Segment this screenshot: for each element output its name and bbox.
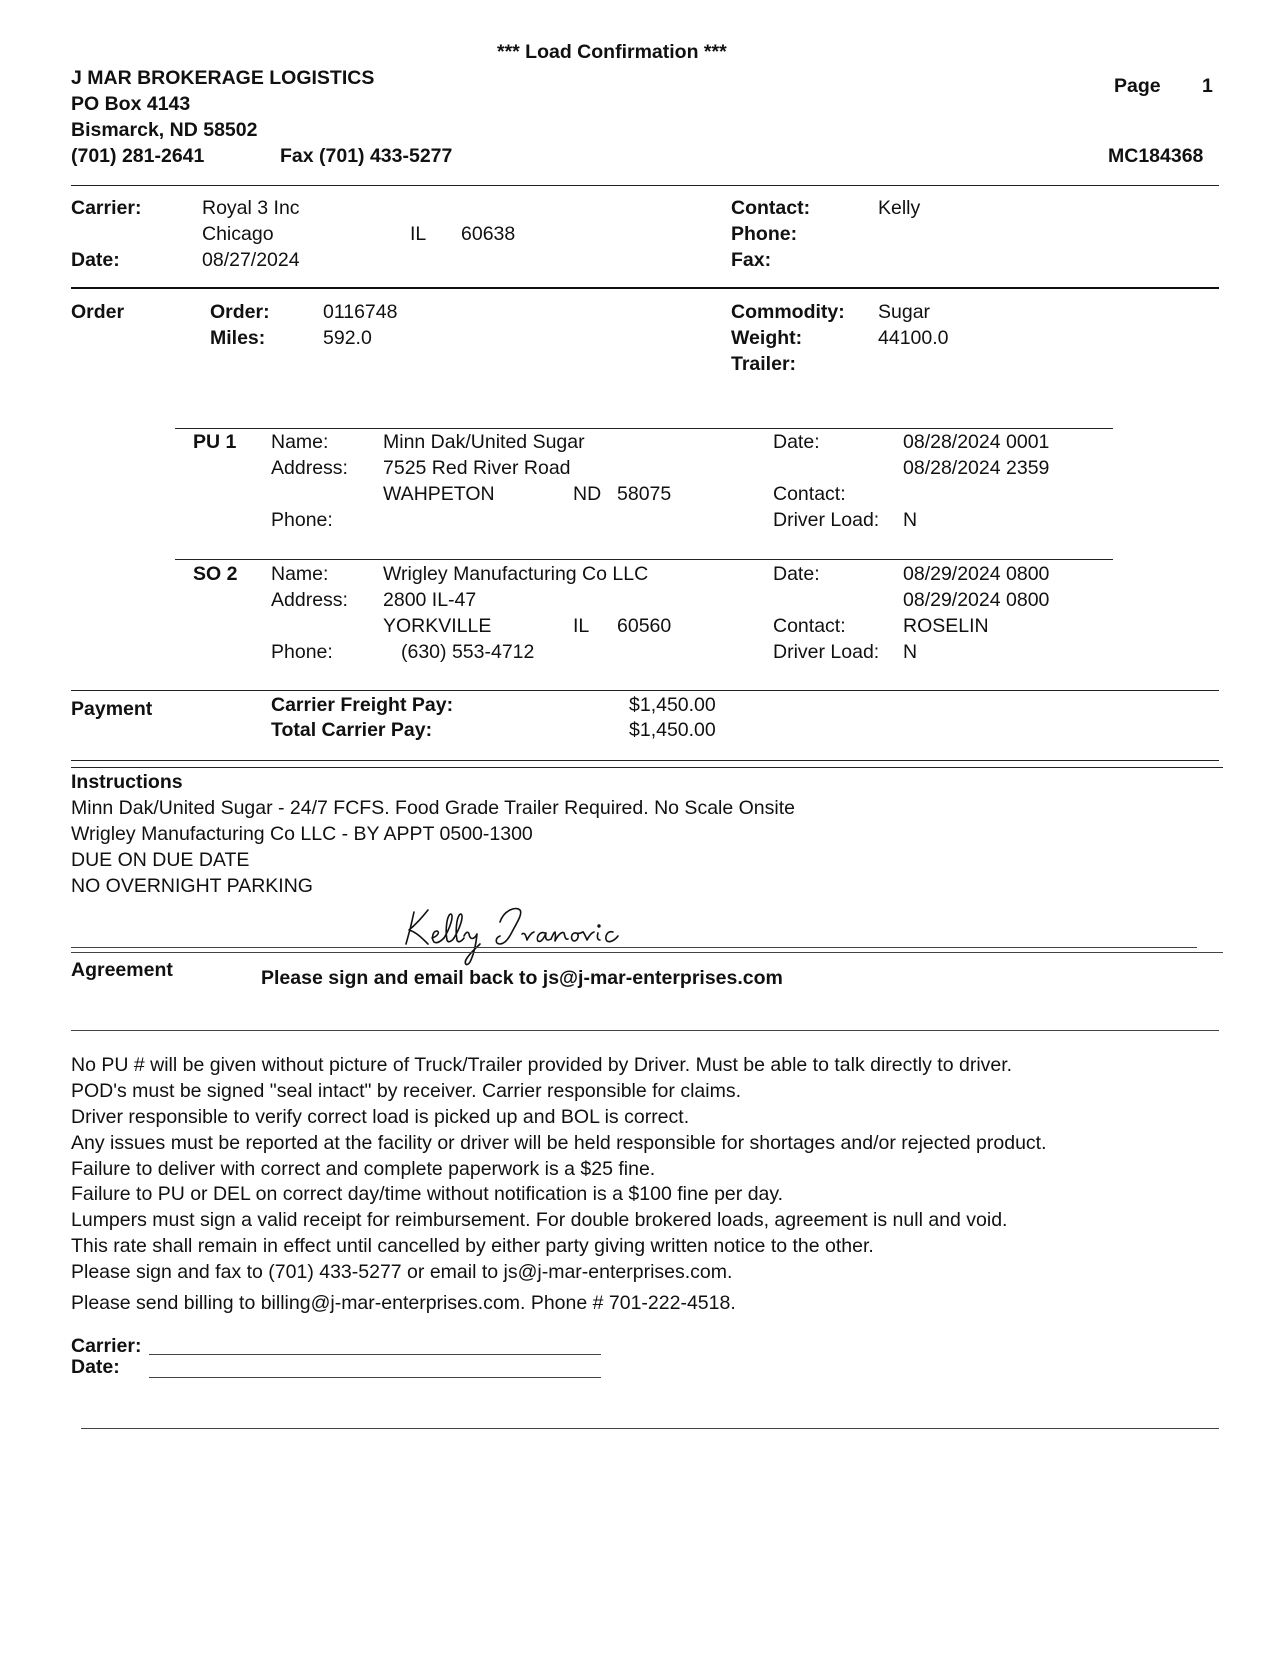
term-line: Lumpers must sign a valid receipt for reimbursement. For double brokered loads, agreement is null and void.	[71, 1209, 1008, 1231]
agreement-label: Agreement	[71, 959, 173, 981]
contact-label: Contact:	[731, 197, 811, 219]
weight-label: Weight:	[731, 327, 803, 349]
weight-value: 44100.0	[878, 327, 949, 349]
signature-image	[400, 900, 660, 970]
stop-driver-load: N	[903, 641, 918, 663]
stop-address: 2800 IL-47	[383, 589, 477, 611]
carrier-city: Chicago	[202, 223, 274, 245]
term-line: POD's must be signed "seal intact" by receiver. Carrier responsible for claims.	[71, 1080, 741, 1102]
stop-phone: (630) 553-4712	[401, 641, 535, 663]
order-number: 0116748	[323, 301, 398, 323]
instruction-line: NO OVERNIGHT PARKING	[71, 875, 313, 897]
stop-date-start: 08/29/2024 0800	[903, 563, 1050, 585]
carrier-label: Carrier:	[71, 197, 142, 219]
stop-address: 7525 Red River Road	[383, 457, 571, 479]
document-title: *** Load Confirmation ***	[497, 41, 727, 63]
miles-label: Miles:	[210, 327, 266, 349]
divider	[71, 767, 1223, 768]
term-line: Please send billing to billing@j-mar-enterprises.com. Phone # 701-222-4518.	[71, 1292, 736, 1314]
divider	[71, 287, 1219, 289]
instruction-line: Wrigley Manufacturing Co LLC - BY APPT 0500-1300	[71, 823, 533, 845]
page-label: Page	[1114, 75, 1161, 97]
term-line: This rate shall remain in effect until cancelled by either party giving written notice to the other.	[71, 1235, 874, 1257]
stop-phone-label: Phone:	[271, 641, 333, 663]
stop-name: Minn Dak/United Sugar	[383, 431, 585, 453]
stop-driver-load-label: Driver Load:	[773, 509, 880, 531]
sign-date-label: Date:	[71, 1356, 120, 1378]
total-pay-label: Total Carrier Pay:	[271, 719, 433, 741]
freight-pay-value: $1,450.00	[629, 694, 716, 716]
stop-name-label: Name:	[271, 431, 329, 453]
stop-driver-load: N	[903, 509, 918, 531]
term-line: Please sign and fax to (701) 433-5277 or email to js@j-mar-enterprises.com.	[71, 1261, 733, 1283]
stop-date-label: Date:	[773, 431, 820, 453]
stop-code: SO 2	[193, 563, 238, 585]
stop-phone-label: Phone:	[271, 509, 333, 531]
stop-date-end: 08/29/2024 0800	[903, 589, 1050, 611]
total-pay-value: $1,450.00	[629, 719, 716, 741]
term-line: No PU # will be given without picture of Truck/Trailer provided by Driver. Must be able to talk directly to driver.	[71, 1054, 1013, 1076]
stop-state: ND	[573, 483, 602, 505]
company-phone: (701) 281-2641	[71, 145, 205, 167]
mc-number: MC184368	[1108, 145, 1204, 167]
divider	[71, 947, 1197, 948]
stop-date-end: 08/28/2024 2359	[903, 457, 1050, 479]
stop-state: IL	[573, 615, 590, 637]
stop-date-label: Date:	[773, 563, 820, 585]
instruction-line: DUE ON DUE DATE	[71, 849, 250, 871]
term-line: Any issues must be reported at the facility or driver will be held responsible for shortages and/or rejected product.	[71, 1132, 1047, 1154]
divider	[71, 1030, 1219, 1031]
stop-zip: 58075	[617, 483, 672, 505]
stop-city: YORKVILLE	[383, 615, 492, 637]
stop-name-label: Name:	[271, 563, 329, 585]
phone-label: Phone:	[731, 223, 798, 245]
stop-address-label: Address:	[271, 589, 348, 611]
commodity-value: Sugar	[878, 301, 931, 323]
fax-label: Fax:	[731, 249, 772, 271]
divider	[175, 428, 1113, 429]
order-label: Order:	[210, 301, 270, 323]
order-section-label: Order	[71, 301, 125, 323]
freight-pay-label: Carrier Freight Pay:	[271, 694, 454, 716]
company-name: J MAR BROKERAGE LOGISTICS	[71, 67, 375, 89]
divider	[81, 1428, 1219, 1429]
payment-section-label: Payment	[71, 698, 153, 720]
instructions-label: Instructions	[71, 771, 183, 793]
sign-carrier-label: Carrier:	[71, 1335, 142, 1357]
trailer-label: Trailer:	[731, 353, 797, 375]
company-address-1: PO Box 4143	[71, 93, 191, 115]
stop-city: WAHPETON	[383, 483, 495, 505]
stop-name: Wrigley Manufacturing Co LLC	[383, 563, 649, 585]
date-label: Date:	[71, 249, 120, 271]
stop-zip: 60560	[617, 615, 672, 637]
stop-driver-load-label: Driver Load:	[773, 641, 880, 663]
stop-contact-label: Contact:	[773, 483, 846, 505]
term-line: Driver responsible to verify correct load is picked up and BOL is correct.	[71, 1106, 690, 1128]
stop-contact: ROSELIN	[903, 615, 989, 637]
divider	[71, 952, 1223, 953]
company-address-2: Bismarck, ND 58502	[71, 119, 258, 141]
stop-contact-label: Contact:	[773, 615, 846, 637]
sign-carrier-line[interactable]	[149, 1354, 601, 1355]
divider	[71, 690, 1219, 691]
miles-value: 592.0	[323, 327, 372, 349]
date-value: 08/27/2024	[202, 249, 300, 271]
sign-date-line[interactable]	[149, 1377, 601, 1378]
divider	[71, 185, 1219, 186]
stop-date-start: 08/28/2024 0001	[903, 431, 1050, 453]
term-line: Failure to PU or DEL on correct day/time without notification is a $100 fine per day.	[71, 1183, 784, 1205]
commodity-label: Commodity:	[731, 301, 845, 323]
agreement-note: Please sign and email back to js@j-mar-enterprises.com	[261, 967, 783, 989]
carrier-state: IL	[410, 223, 427, 245]
carrier-name: Royal 3 Inc	[202, 197, 300, 219]
carrier-zip: 60638	[461, 223, 516, 245]
company-fax: Fax (701) 433-5277	[280, 145, 453, 167]
contact-value: Kelly	[878, 197, 921, 219]
divider	[71, 760, 1219, 761]
stop-code: PU 1	[193, 431, 237, 453]
stop-address-label: Address:	[271, 457, 348, 479]
instruction-line: Minn Dak/United Sugar - 24/7 FCFS. Food Grade Trailer Required. No Scale Onsite	[71, 797, 795, 819]
page-number: 1	[1202, 75, 1213, 97]
term-line: Failure to deliver with correct and complete paperwork is a $25 fine.	[71, 1158, 656, 1180]
divider	[175, 559, 1113, 560]
